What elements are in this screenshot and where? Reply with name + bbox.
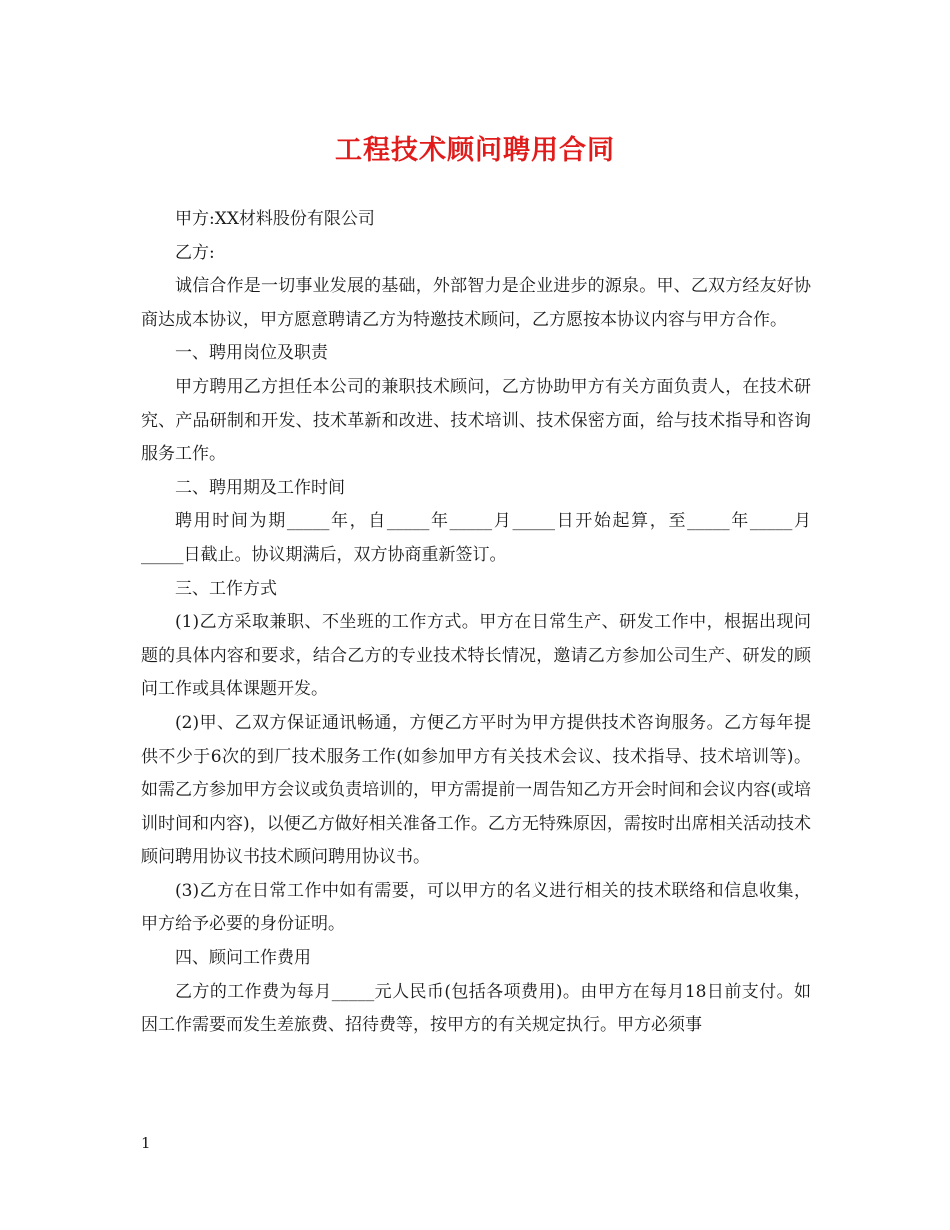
intro-paragraph: 诚信合作是一切事业发展的基础，外部智力是企业进步的源泉。甲、乙双方经友好协商达成本协议，甲方愿意聘请乙方为特邀技术顾问，乙方愿按本协议内容与甲方合作。 (141, 276, 811, 330)
section-3-item-3: (3)乙方在日常工作中如有需要，可以甲方的名义进行相关的技术联络和信息收集，甲方给予必要的身份证明。 (141, 880, 811, 935)
section-heading-2: 二、聘用期及工作时间 (175, 477, 345, 498)
section-heading-4: 四、顾问工作费用 (175, 948, 311, 969)
document-body (141, 203, 811, 1043)
section-3-item-2: (2)甲、乙双方保证通讯畅通，方便乙方平时为甲方提供技术咨询服务。乙方每年提供不少于6次的到厂技术服务工作(如参加甲方有关技术会议、技术指导、技术培训等)。如需乙方参加甲方会议或负责培训的，甲方需提前一周告知乙方开会时间和会议内容(或培训时间和内容)，以便乙方做好相关准备工作。乙方无特殊原因，需按时出席相关活动技术顾问聘用协议书技术顾问聘用协议书。 (141, 712, 811, 868)
section-heading-1: 一、聘用岗位及职责 (175, 343, 328, 364)
document-title: 工程技术顾问聘用合同 (335, 135, 615, 166)
party-a-line: 甲方:XX材料股份有限公司 (175, 209, 375, 229)
section-3-item-1: (1)乙方采取兼职、不坐班的工作方式。甲方在日常生产、研发工作中，根据出现问题的具体内容和要求，结合乙方的专业技术特长情况，邀请乙方参加公司生产、研发的顾问工作或具体课题开发。 (141, 612, 811, 700)
section-4-paragraph: 乙方的工作费为每月_____元人民币(包括各项费用)。由甲方在每月18日前支付。如因工作需要而发生差旅费、招待费等，按甲方的有关规定执行。甲方必须事 (141, 981, 811, 1036)
party-b-line: 乙方: (175, 242, 215, 263)
section-1-paragraph: 甲方聘用乙方担任本公司的兼职技术顾问，乙方协助甲方有关方面负责人，在技术研究、产品研制和开发、技术革新和改进、技术培训、技术保密方面，给与技术指导和咨询服务工作。 (141, 376, 811, 465)
page-number: 1 (141, 1134, 151, 1152)
section-heading-3: 三、工作方式 (175, 578, 277, 599)
section-2-paragraph: 聘用时间为期_____年，自_____年_____月_____日开始起算，至_____年_____月_____日截止。协议期满后，双方协商重新签订。 (141, 511, 811, 565)
